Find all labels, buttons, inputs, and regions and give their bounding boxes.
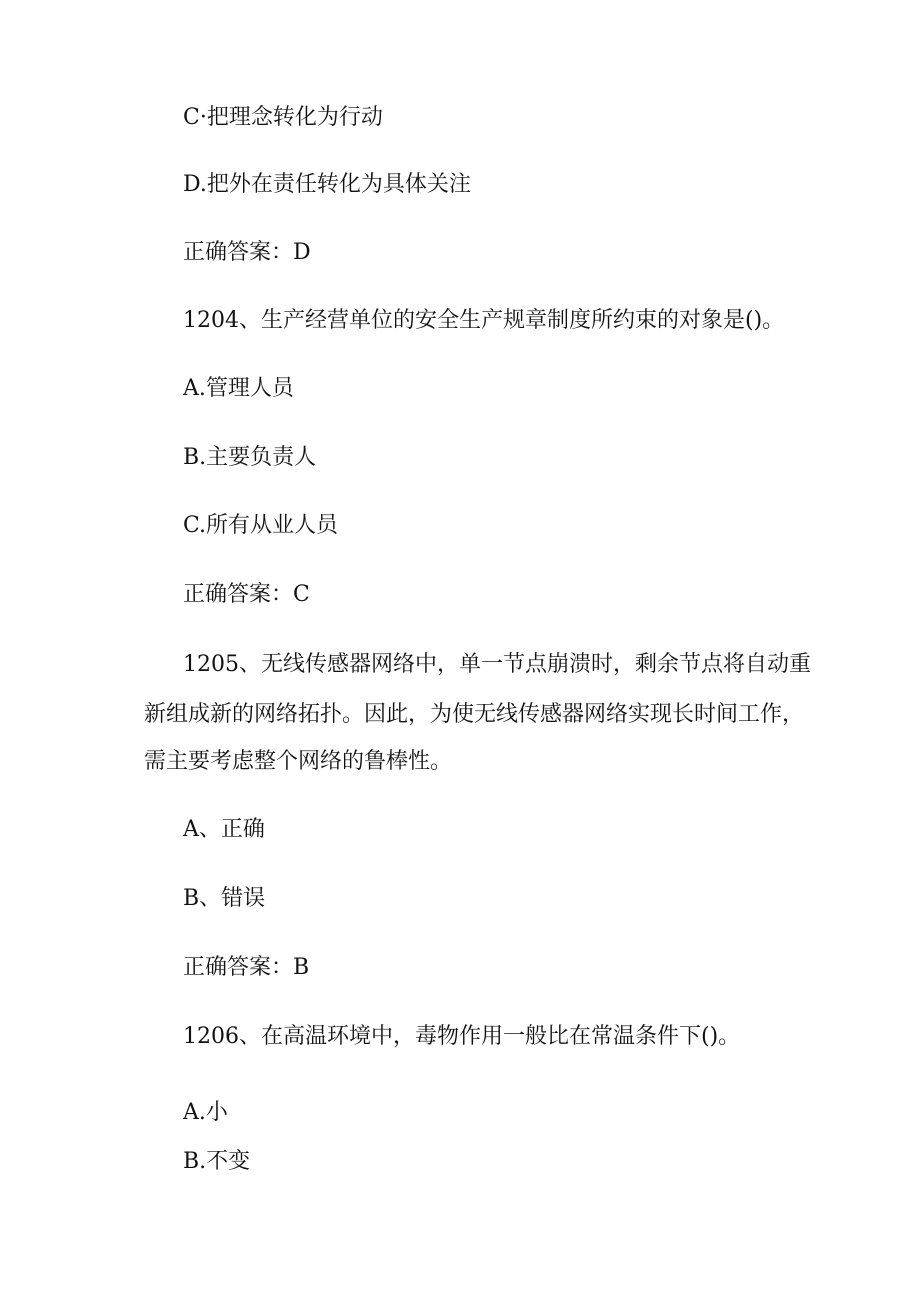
- option-a-line: A.管理人员: [183, 376, 294, 401]
- option-b-line: B.不变: [183, 1149, 251, 1174]
- option-c-line: C·把理念转化为行动: [183, 105, 383, 130]
- question-1205-line-3: 需主要考虑整个网络的鲁棒性。: [144, 749, 453, 774]
- question-1205-line-1: 1205、无线传感器网络中，单一节点崩溃时，剩余节点将自动重: [183, 652, 811, 677]
- option-a-line: A、正确: [183, 817, 265, 842]
- option-d-line: D.把外在责任转化为具体关注: [183, 172, 471, 197]
- answer-line: 正确答案：C: [183, 582, 310, 607]
- answer-line: 正确答案：D: [183, 240, 311, 265]
- option-c-line: C.所有从业人员: [183, 513, 339, 538]
- answer-line: 正确答案：B: [183, 955, 310, 980]
- option-b-line: B.主要负责人: [183, 445, 317, 470]
- question-1204: 1204、生产经营单位的安全生产规章制度所约束的对象是()。: [183, 308, 785, 333]
- question-1206: 1206、在高温环境中，毒物作用一般比在常温条件下()。: [183, 1024, 741, 1049]
- option-a-line: A.小: [183, 1100, 228, 1125]
- option-b-line: B、错误: [183, 886, 266, 911]
- question-1205-line-2: 新组成新的网络拓扑。因此，为使无线传感器网络实现长时间工作，: [144, 702, 805, 727]
